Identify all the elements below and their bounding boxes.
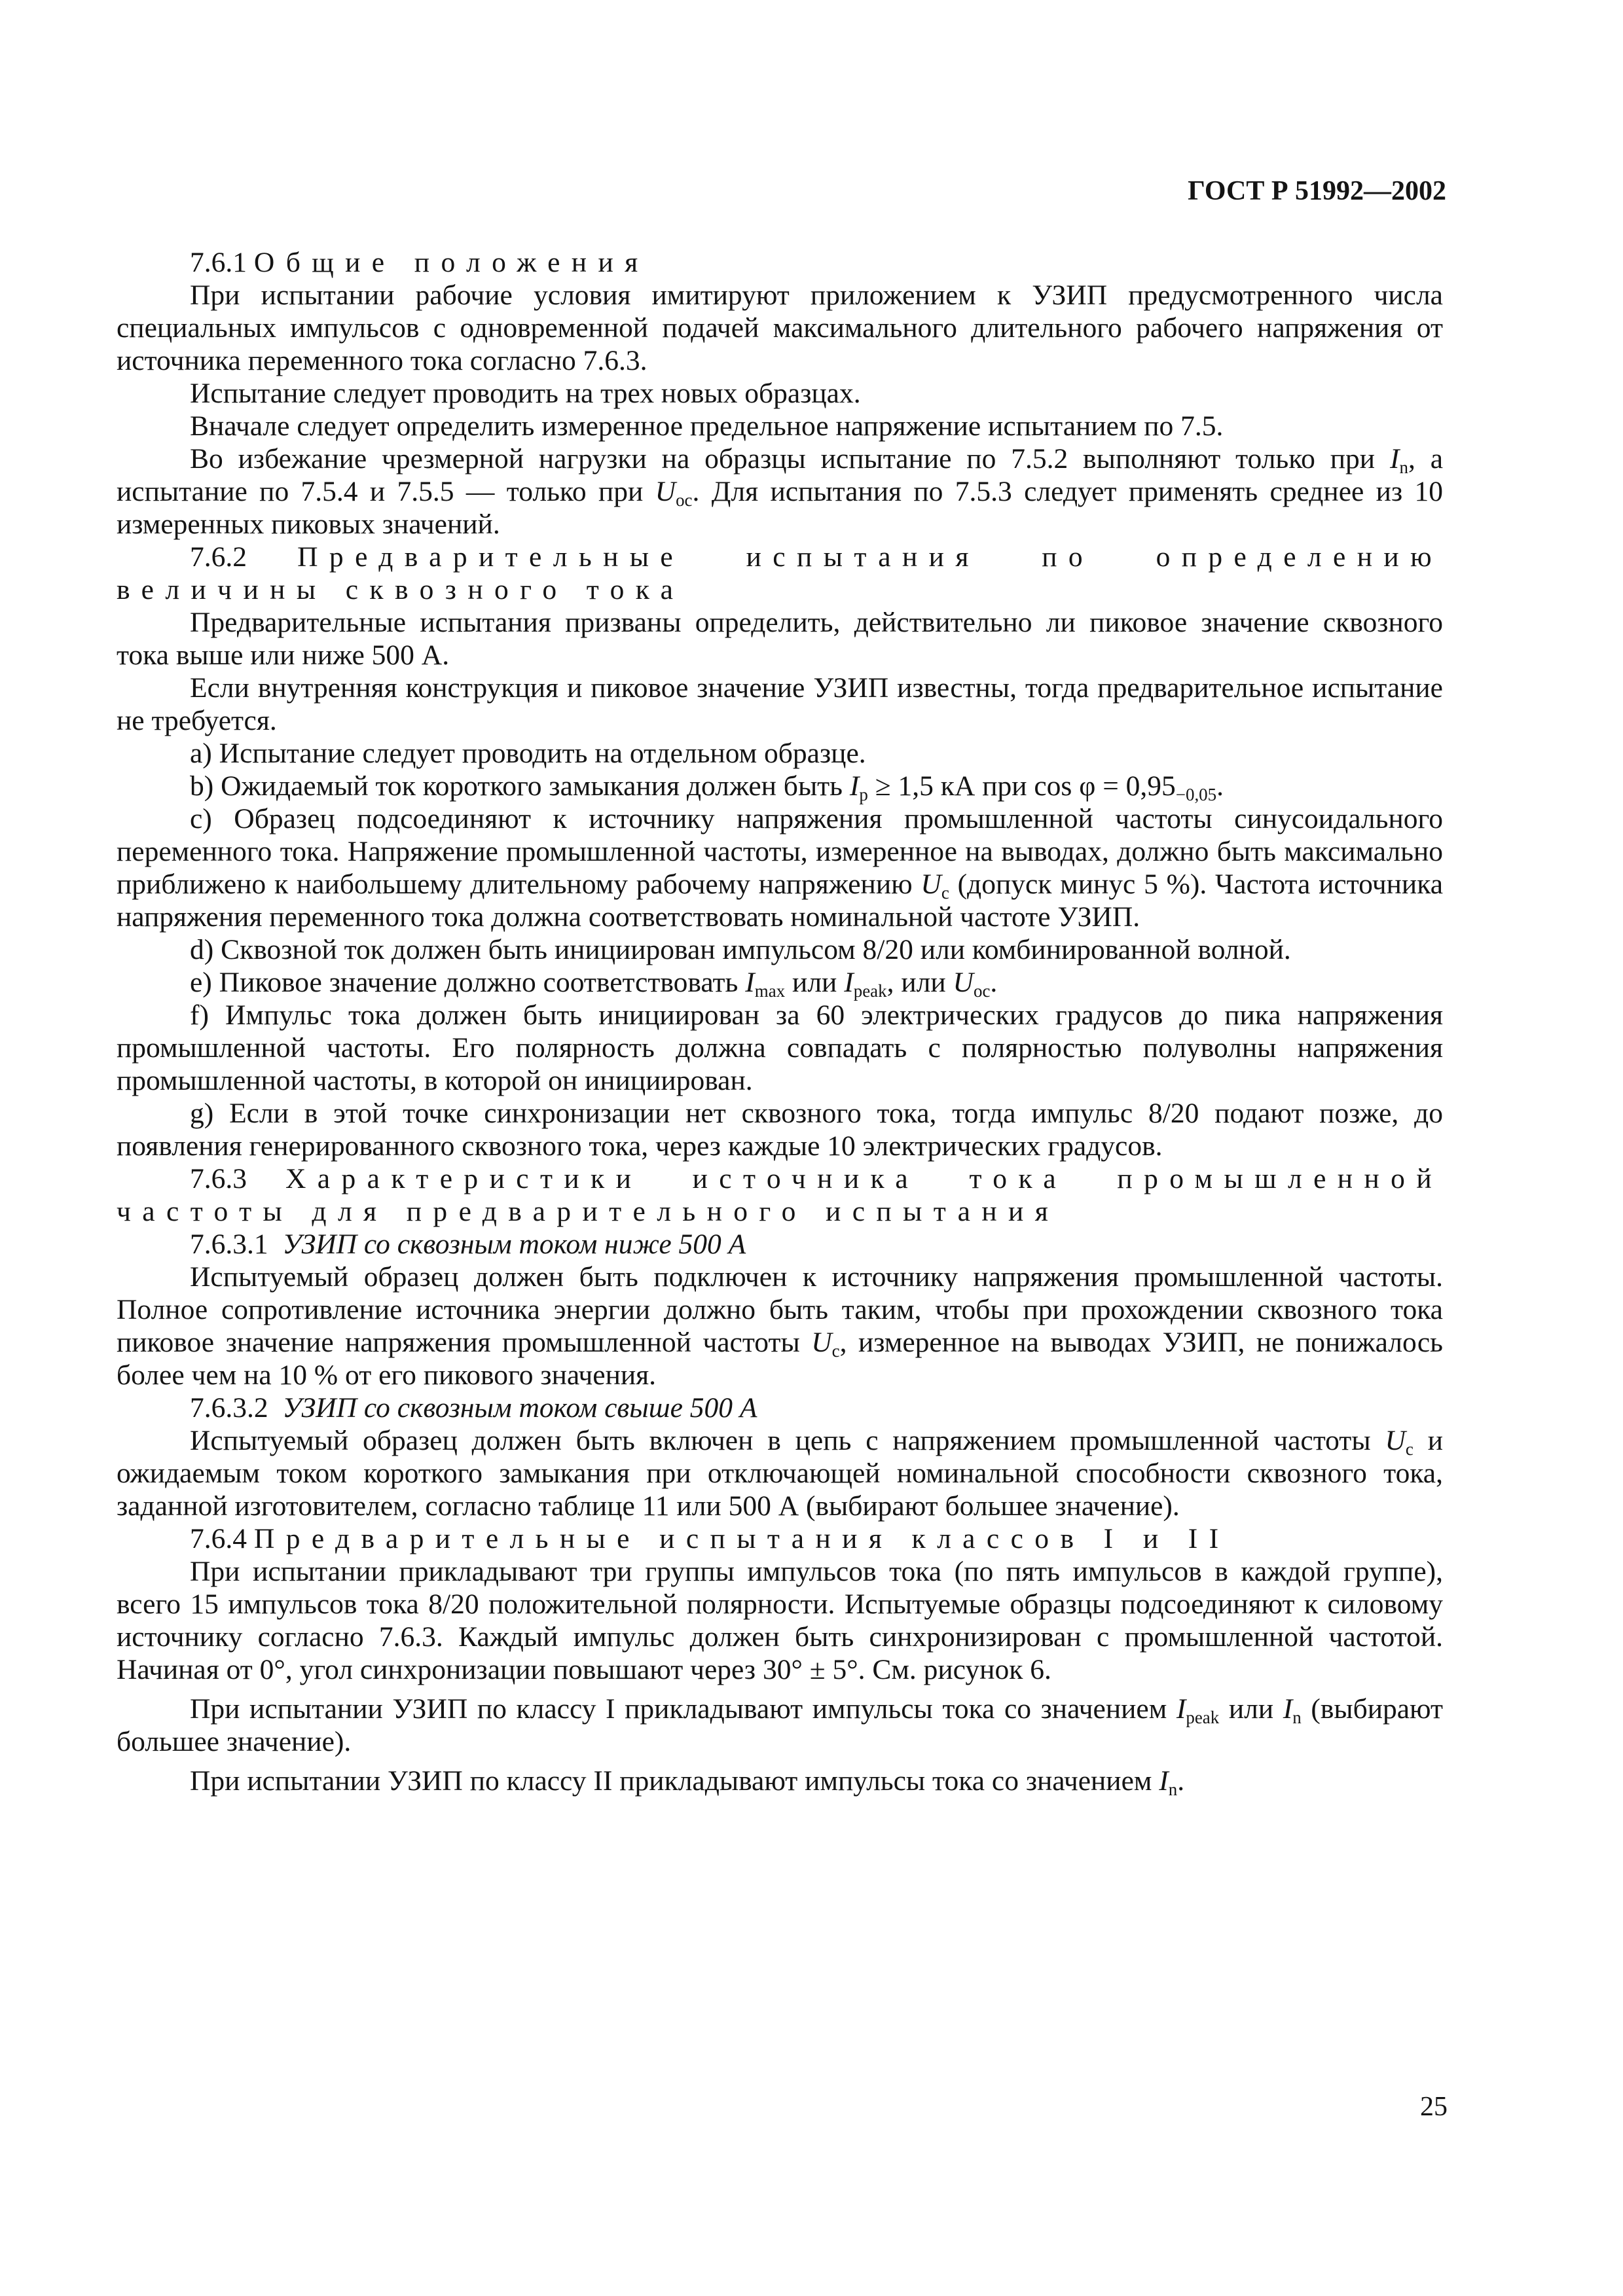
document-header: ГОСТ Р 51992—2002	[1188, 176, 1446, 206]
paragraph: Вначале следует определить измеренное предельное напряжение испытанием по 7.5.	[190, 410, 1224, 442]
paragraph: Если внутренняя конструкция и пиковое значение УЗИП известны, тогда предварительное испытание не требуется.	[117, 672, 1443, 736]
list-item-f: f) Импульс тока должен быть инициирован за 60 электрических градусов до пика напряжения промышленной частоты. Его полярность должна совпадать с полярностью полуволны напряжения промышленной частоты, в которой он инициирован.	[117, 999, 1443, 1096]
paragraph: Испытание следует проводить на трех новых образцах.	[190, 378, 861, 409]
list-item-c: c) Образец подсоединяют к источнику напряжения промышленной частоты синусоидального переменного тока. Напряжение промышленной частоты, измеренное на выводах, должно быть максимально приближено к наибольшему длительному рабочему напряжению $U_c$ (допуск минус 5 %). Частота источника напряжения переменного тока должна соответствовать номинальной частоте УЗИП.	[117, 803, 1443, 933]
paragraph: При испытании рабочие условия имитируют приложением к УЗИП предусмотренного числа специальных импульсов с одновременной подачей максимального длительного рабочего напряжения от источника переменного тока согласно 7.6.3.	[117, 279, 1443, 376]
paragraph: Испытуемый образец должен быть подключен к источнику напряжения промышленной частоты. Полное сопротивление источника энергии должно быть таким, чтобы при прохождении сквозного тока пиковое значение напряжения промышленной частоты $U_c$, измеренное на выводах УЗИП, не понижалось более чем на 10 % от его пикового значения.	[117, 1261, 1443, 1391]
list-item-b: b) Ожидаемый ток короткого замыкания должен быть $I_p \ge 1,5$ кА при $\cos \varphi = 0,95_{-0,05}$.	[190, 770, 1224, 805]
paragraph: Во избежание чрезмерной нагрузки на образцы испытание по 7.5.2 выполняют только при $I_n$, а испытание по 7.5.4 и 7.5.5 — только при $U_{oc}$. Для испытания по 7.5.3 следует применять среднее из 10 измеренных пиковых значений.	[117, 443, 1444, 540]
section-heading-7-6-1: 7.6.1 Общие положения	[190, 247, 649, 278]
subsection-heading-7-6-3-2: 7.6.3.2 УЗИП со сквозным током свыше 500 А	[190, 1392, 757, 1424]
paragraph: При испытании УЗИП по классу I прикладывают импульсы тока со значением $I_{peak}$ или $I_n$ (выбирают большее значение).	[117, 1693, 1443, 1757]
list-item-e: e) Пиковое значение должно соответствовать $I_{max}$ или $I_{peak}$, или $U_{oc}$.	[190, 967, 998, 1001]
document-body	[117, 246, 1444, 1800]
paragraph: При испытании УЗИП по классу II прикладывают импульсы тока со значением $I_n$.	[190, 1765, 1185, 1800]
section-heading-7-6-4: 7.6.4 Предварительные испытания классов I и II	[190, 1523, 1230, 1554]
subsection-heading-7-6-3-1: 7.6.3.1 УЗИП со сквозным током ниже 500 А	[190, 1229, 746, 1260]
list-item-a: a) Испытание следует проводить на отдельном образце.	[190, 738, 866, 769]
paragraph: Испытуемый образец должен быть включен в цепь с напряжением промышленной частоты $U_c$ и ожидаемым током короткого замыкания при отключающей номинальной способности сквозного тока, заданной изготовителем, согласно таблице 11 или 500 А (выбирают большее значение).	[117, 1425, 1443, 1522]
list-item-d: d) Сквозной ток должен быть инициирован импульсом 8/20 или комбинированной волной.	[190, 934, 1291, 965]
paragraph: Предварительные испытания призваны определить, действительно ли пиковое значение сквозного тока выше или ниже 500 А.	[117, 607, 1443, 671]
paragraph: При испытании прикладывают три группы импульсов тока (по пять импульсов в каждой группе), всего 15 импульсов тока 8/20 положительной полярности. Испытуемые образцы подсоединяют к силовому источнику согласно 7.6.3. Каждый импульс должен быть синхронизирован с промышленной частотой. Начиная от 0°, угол синхронизации повышают через 30° ± 5°. См. рисунок 6.	[117, 1556, 1443, 1685]
section-heading-7-6-3: 7.6.3 Характеристики источника тока промышленной частоты для предварительного испытания	[117, 1163, 1443, 1227]
list-item-g: g) Если в этой точке синхронизации нет сквозного тока, тогда импульс 8/20 подают позже, до появления генерированного сквозного тока, через каждые 10 электрических градусов.	[117, 1098, 1443, 1162]
page-number: 25	[1420, 2092, 1448, 2122]
section-heading-7-6-2: 7.6.2 Предварительные испытания по определению величины сквозного тока	[117, 541, 1443, 605]
